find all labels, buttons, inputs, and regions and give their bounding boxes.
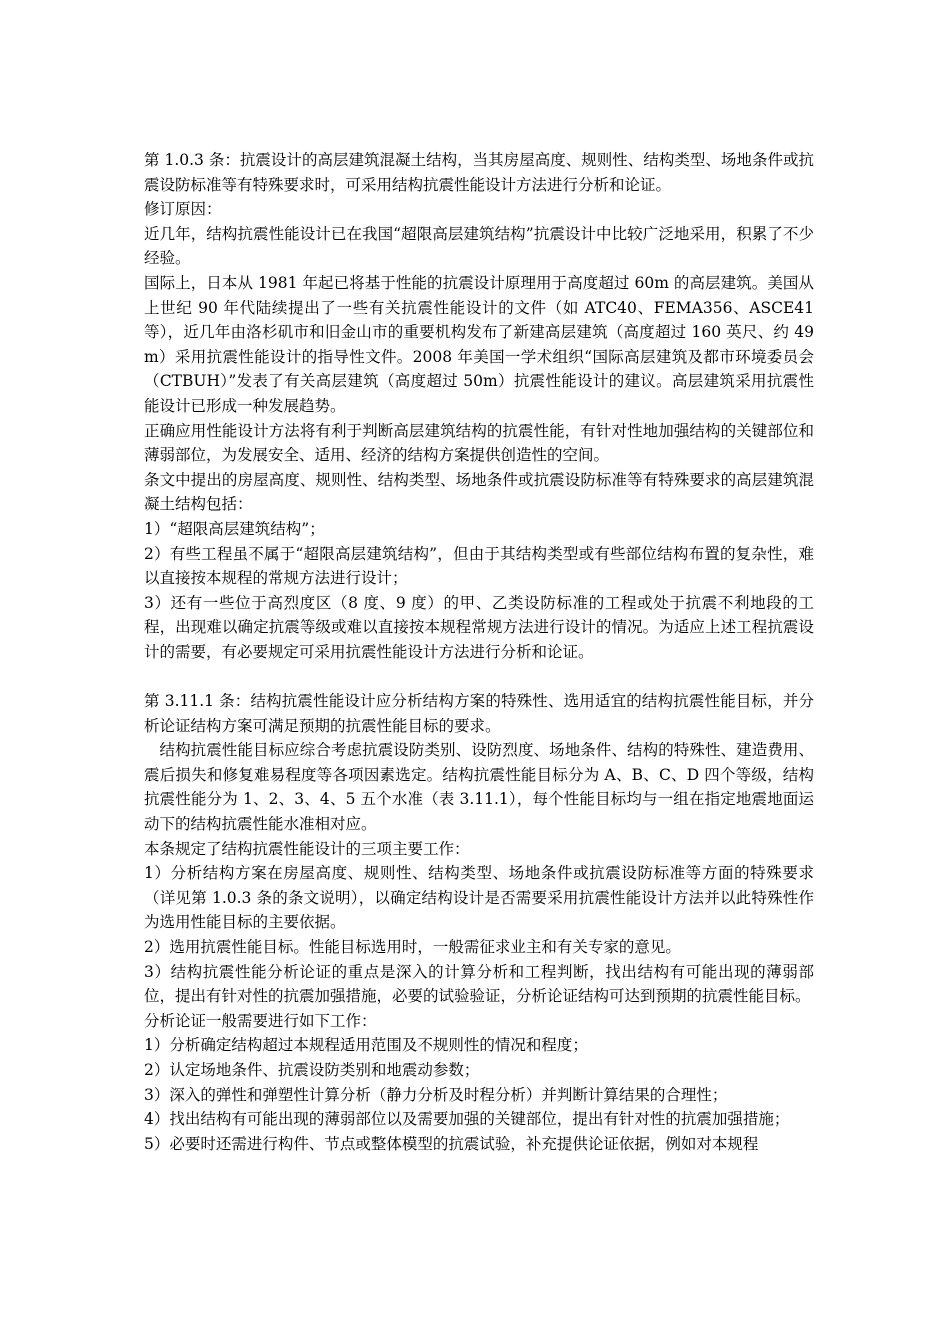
paragraph: 国际上，日本从 1981 年起已将基于性能的抗震设计原理用于高度超过 60m 的高层建筑。美国从上世纪 90 年代陆续提出了一些有关抗震性能设计的文件（如 ATC40、FEMA356、ASCE41 等），近几年由洛杉矶市和旧金山市的重要机构发布了新建高层建筑（高度超过 160 英尺、约 49m）采用抗震性能设计的指导性文件。2008 年美国一学术组织“国际高层建筑及都市环境委员会（CTBUH）”发表了有关高层建筑（高度超过 50m）抗震性能设计的建议。高层建筑采用抗震性能设计已形成一种发展趋势。: [144, 273, 814, 415]
list-item: 5）必要时还需进行构件、节点或整体模型的抗震试验，补充提供论证依据，例如对本规程: [144, 1134, 759, 1153]
section-gap: [144, 664, 814, 689]
paragraph: 近几年，结构抗震性能设计已在我国“超限高层建筑结构”抗震设计中比较广泛地采用，积累了不少经验。: [144, 224, 814, 268]
revision-reason-label: 修订原因：: [144, 200, 222, 219]
list-item: 2）认定场地条件、抗震设防类别和地震动参数；: [144, 1060, 480, 1079]
list-item: 3）深入的弹性和弹塑性计算分析（静力分析及时程分析）并判断计算结果的合理性；: [144, 1085, 728, 1104]
list-item: 1）分析结构方案在房屋高度、规则性、结构类型、场地条件或抗震设防标准等方面的特殊要求（详见第 1.0.3 条的条文说明），以确定结构设计是否需要采用抗震性能设计方法并以此特殊性作为选用性能目标的主要依据。: [144, 864, 814, 932]
list-item: 3）结构抗震性能分析论证的重点是深入的计算分析和工程判断，找出结构有可能出现的薄弱部位，提出有针对性的抗震加强措施，必要的试验验证，分析论证结构可达到预期的抗震性能目标。: [144, 962, 814, 1006]
paragraph: 正确应用性能设计方法将有利于判断高层建筑结构的抗震性能，有针对性地加强结构的关键部位和薄弱部位，为发展安全、适用、经济的结构方案提供创造性的空间。: [144, 421, 814, 465]
list-item: 1）分析确定结构超过本规程适用范围及不规则性的情况和程度；: [144, 1036, 588, 1055]
document-body: [144, 148, 814, 1156]
paragraph: 条文中提出的房屋高度、规则性、结构类型、场地条件或抗震设防标准等有特殊要求的高层建筑混凝土结构包括：: [144, 470, 814, 514]
paragraph: 结构抗震性能目标应综合考虑抗震设防类别、设防烈度、场地条件、结构的特殊性、建造费用、震后损失和修复难易程度等各项因素选定。结构抗震性能目标分为 A、B、C、D 四个等级，结构抗震性能分为 1、2、3、4、5 五个水准（表 3.11.1），每个性能目标均与一组在指定地震地面运动下的结构抗震性能水准相对应。: [144, 741, 814, 834]
article-1-0-3-heading: 第 1.0.3 条：抗震设计的高层建筑混凝土结构，当其房屋高度、规则性、结构类型、场地条件或抗震设防标准等有特殊要求时，可采用结构抗震性能设计方法进行分析和论证。: [144, 151, 814, 194]
list-item: 2）选用抗震性能目标。性能目标选用时，一般需征求业主和有关专家的意见。: [144, 938, 681, 956]
paragraph: 分析论证一般需要进行如下工作：: [144, 1011, 377, 1030]
article-3-11-1-heading: 第 3.11.1 条：结构抗震性能设计应分析结构方案的特殊性、选用适宜的结构抗震性能目标，并分析论证结构方案可满足预期的抗震性能目标的要求。: [144, 692, 814, 735]
list-item: 3）还有一些位于高烈度区（8 度、9 度）的甲、乙类设防标准的工程或处于抗震不利地段的工程，出现难以确定抗震等级或难以直接按本规程常规方法进行设计的情况。为适应上述工程抗震设计的需要，有必要规定可采用抗震性能设计方法进行分析和论证。: [144, 593, 814, 661]
list-item: 1）“超限高层建筑结构”；: [144, 519, 325, 538]
paragraph: 本条规定了结构抗震性能设计的三项主要工作：: [144, 839, 470, 858]
list-item: 4）找出结构有可能出现的薄弱部位以及需要加强的关键部位，提出有针对性的抗震加强措施；: [144, 1110, 790, 1129]
list-item: 2）有些工程虽不属于“超限高层建筑结构”，但由于其结构类型或有些部位结构布置的复杂性，难以直接按本规程的常规方法进行设计；: [144, 544, 814, 588]
